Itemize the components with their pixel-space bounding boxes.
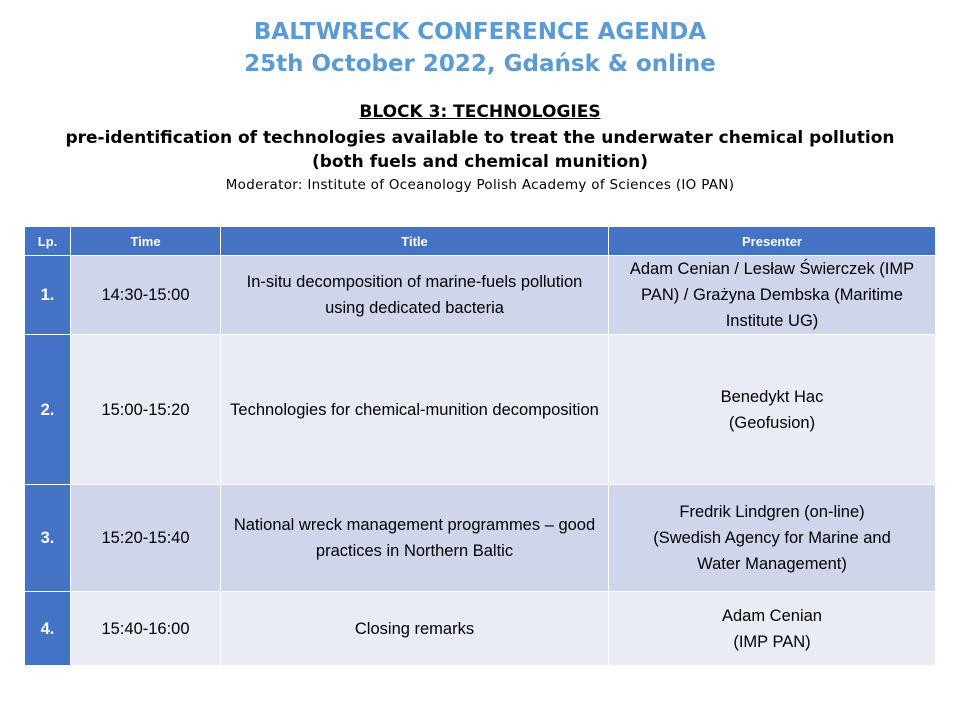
row-title: Closing remarks (221, 592, 609, 666)
presenter-line: Adam Cenian / Lesław Świerczek (IMP (629, 260, 915, 278)
presenter-line: Benedykt Hac (720, 387, 824, 406)
block-title: BLOCK 3: TECHNOLOGIES (359, 102, 601, 122)
presenter-line: Institute UG) (725, 312, 819, 330)
table-row (25, 485, 936, 592)
block-subtitle: pre-identification of technologies available to treat the underwater chemical pollution (both fuels and chemical munition) (65, 128, 895, 172)
moderator-line: Moderator: Institute of Oceanology Polish Academy of Sciences (IO PAN) (225, 177, 735, 193)
presenter-line: PAN) / Grażyna Dembska (Maritime (641, 286, 903, 304)
table-row (25, 335, 936, 485)
agenda-table (24, 226, 936, 666)
row-presenter (609, 485, 936, 592)
row-time: 14:30-15:00 (71, 256, 221, 335)
row-time: 15:00-15:20 (71, 335, 221, 485)
presenter-line: (Geofusion) (728, 413, 816, 432)
row-title: Technologies for chemical-munition decomposition (221, 335, 609, 485)
column-header-presenter: Presenter (609, 227, 936, 256)
row-number: 4. (25, 592, 71, 666)
row-presenter (609, 335, 936, 485)
table-row (25, 256, 936, 335)
row-time: 15:40-16:00 (71, 592, 221, 666)
row-title: National wreck management programmes – good practices in Northern Baltic (221, 485, 609, 592)
row-presenter (609, 256, 936, 335)
row-number: 2. (25, 335, 71, 485)
presenter-line: Adam Cenian (722, 606, 822, 625)
column-header-lp: Lp. (25, 227, 71, 256)
agenda-date-location: 25th October 2022, Gdańsk & online (244, 51, 716, 77)
presenter-line: (IMP PAN) (733, 632, 811, 651)
presenter-line: Fredrik Lindgren (on-line) (679, 503, 865, 521)
row-presenter (609, 592, 936, 666)
agenda-title: BALTWRECK CONFERENCE AGENDA (253, 19, 707, 45)
table-row (25, 592, 936, 666)
table-header-row (25, 227, 936, 256)
row-number: 3. (25, 485, 71, 592)
presenter-line: Water Management) (697, 555, 847, 573)
column-header-time: Time (71, 227, 221, 256)
column-header-title: Title (221, 227, 609, 256)
presenter-line: (Swedish Agency for Marine and (653, 529, 891, 547)
row-number: 1. (25, 256, 71, 335)
row-time: 15:20-15:40 (71, 485, 221, 592)
row-title: In-situ decomposition of marine-fuels pollution using dedicated bacteria (221, 256, 609, 335)
